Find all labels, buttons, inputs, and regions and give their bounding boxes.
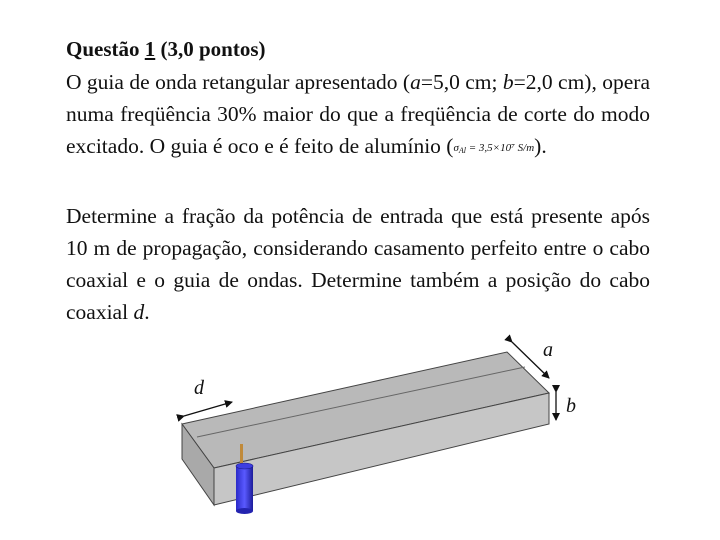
- sigma-subscript: Al: [458, 146, 466, 155]
- coax-cable: [236, 466, 253, 511]
- coax-cable-top: [236, 463, 253, 469]
- p1-text-2: =5,0 cm;: [420, 70, 503, 94]
- title-prefix: Questão: [66, 37, 145, 61]
- coax-cable-bottom: [236, 508, 253, 514]
- var-d: d: [133, 300, 145, 324]
- p2-text-1: Determine a fração da potência de entrada que está presente após 10 m de propagação, considerando casamento perfeito entre o cabo coaxial e o guia de ondas. Determine também a posição do cabo coaxial: [66, 204, 650, 324]
- p2-text-2: .: [144, 300, 150, 324]
- title-number: 1: [144, 37, 156, 61]
- label-d: d: [194, 377, 204, 399]
- title-suffix: (3,0 pontos): [155, 37, 266, 61]
- sigma-symbol: σ: [453, 142, 459, 154]
- coax-probe-pin: [240, 444, 243, 466]
- label-a: a: [543, 339, 553, 361]
- p1-text-1: O guia de onda retangular apresentado (: [66, 70, 411, 94]
- label-b: b: [566, 395, 576, 417]
- var-a: a: [410, 70, 421, 94]
- sigma-value: = 3,5×10⁷ S/m: [466, 142, 535, 154]
- var-b: b: [502, 70, 514, 94]
- p1-text-3: =2,0 cm), opera numa freqüência 30% maior do que a freqüência de corte do modo excitado. O guia é oco e é feito de alumínio (: [66, 70, 650, 158]
- p1-text-4: ).: [534, 134, 547, 158]
- dimension-arrow-d: [184, 402, 232, 416]
